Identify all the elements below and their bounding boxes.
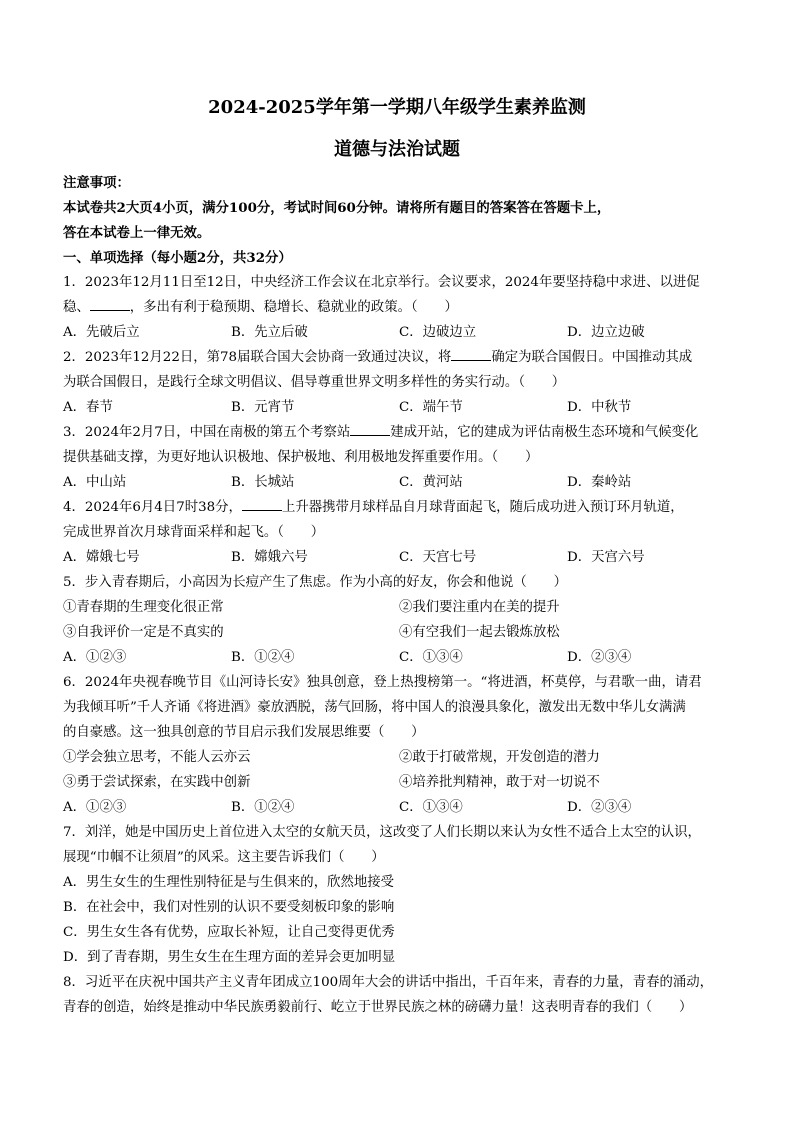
q5-option-a: A．①②③ [63,650,127,665]
q6-item-1: ①学会独立思考，不能人云亦云 [63,750,251,765]
answer-blank [350,422,390,436]
q7-option-a: A．男生女生的生理性别特征是与生俱来的，欣然地接受 [63,875,395,890]
q6-item-3: ③勇于尝试探索，在实践中创新 [63,775,251,790]
q5-item-3: ③自我评价一定是不真实的 [63,625,224,640]
exam-subtitle: 道德与法治试题 [334,139,460,160]
q6-line-3: 的自豪感。这一独具创意的节目启示我们发展思维要（ ） [63,725,425,740]
exam-title: 2024-2025学年第一学期八年级学生素养监测 [208,97,586,118]
q7-option-b: B．在社会中，我们对性别的认识不要受刻板印象的影响 [63,900,395,915]
q1-line-1: 1．2023年12月11日至12日，中央经济工作会议在北京举行。会议要求，2024年要坚持稳中求进、以进促 [63,275,700,290]
q6-line-1: 6．2024年央视春晚节目《山河诗长安》独具创意，登上热搜榜第一。“将进酒，杯莫停，与君歌一曲，请君 [63,675,702,690]
q7-line-1: 7．刘洋，她是中国历史上首位进入太空的女航天员，这改变了人们长期以来认为女性不适合上太空的认识， [63,825,701,840]
q1-option-a: A．先破后立 [63,325,140,340]
q2-option-b: B．元宵节 [231,400,295,415]
answer-blank [242,497,282,511]
q3-line-1: 3．2024年2月7日，中国在南极的第五个考察站 建成开站，它的建成为评估南极生态环境和气候变化 [63,422,698,444]
q3-option-a: A．中山站 [63,475,127,490]
q6-item-2: ②敢于打破常规，开发创造的潜力 [399,750,600,765]
q8-line-1: 8．习近平在庆祝中国共产主义青年团成立100周年大会的讲话中指出，千百年来，青春的力量，青春的涌动， [63,975,714,990]
q4-line-1: 4．2024年6月4日7时38分， 上升器携带月球样品自月球背面起飞，随后成功进入预订环月轨道， [63,497,684,519]
notice-line-2: 答在本试卷上一律无效。 [63,225,211,241]
q1-line-2: 稳、 ，多出有利于稳预期、稳增长、稳就业的政策。（ ） [63,297,458,319]
q5-item-1: ①青春期的生理变化很正常 [63,600,224,615]
q2-line-2: 为联合国假日，是践行全球文明倡议、倡导尊重世界文明多样性的务实行动。（ ） [63,375,566,390]
q4-option-d: D．天宫六号 [567,550,645,565]
q7-option-c: C．男生女生各有优势，应取长补短，让自己变得更优秀 [63,925,395,940]
q1-option-b: B．先立后破 [231,325,308,340]
q2-option-a: A．春节 [63,400,113,415]
q5-option-b: B．①②④ [231,650,295,665]
q5-item-2: ②我们要注重内在美的提升 [399,600,560,615]
q6-option-c: C．①③④ [399,800,463,815]
q5-line-1: 5．步入青春期后，小高因为长痘产生了焦虑。作为小高的好友，你会和他说（ ） [63,575,567,590]
q3-option-c: C．黄河站 [399,475,463,490]
section-heading: 一、单项选择（每小题2分，共32分） [63,250,292,266]
q7-line-2: 展现“巾帼不让须眉”的风采。这主要告诉我们（ ） [63,850,385,865]
q6-line-2: 为我倾耳听”千人齐诵《将进酒》豪放洒脱，荡气回肠，将中国人的浪漫具象化，激发出无数中华儿女满满 [63,700,686,715]
answer-blank [451,347,491,361]
q7-option-d: D．到了青春期，男生女生在生理方面的差异会更加明显 [63,950,396,965]
q4-line-2: 完成世界首次月球背面采样和起飞。（ ） [63,525,325,540]
q5-item-4: ④有空我们一起去锻炼放松 [399,625,560,640]
q4-option-a: A．嫦娥七号 [63,550,140,565]
q3-line-2: 提供基础支撑，为更好地认识极地、保护极地、利用极地发挥重要作用。（ ） [63,450,539,465]
q6-option-d: D．②③④ [567,800,632,815]
q6-option-a: A．①②③ [63,800,127,815]
q1-option-d: D．边立边破 [567,325,645,340]
q1-option-c: C．边破边立 [399,325,477,340]
q8-line-2: 青春的创造，始终是推动中华民族勇毅前行、屹立于世界民族之林的磅礴力量！这表明青春的我们（ ） [63,1000,693,1015]
q6-option-b: B．①②④ [231,800,295,815]
q3-option-d: D．秦岭站 [567,475,632,490]
notice-line-1: 本试卷共2大页4小页，满分100分，考试时间60分钟。请将所有题目的答案答在答题卡上， [63,200,611,216]
q3-option-b: B．长城站 [231,475,295,490]
q2-option-d: D．中秋节 [567,400,632,415]
notice-heading: 注意事项： [63,175,130,191]
q2-line-1: 2．2023年12月22日，第78届联合国大会协商一致通过决议，将 确定为联合国假日。中国推动其成 [63,347,692,369]
q4-option-c: C．天宫七号 [399,550,477,565]
q4-option-b: B．嫦娥六号 [231,550,308,565]
q2-option-c: C．端午节 [399,400,463,415]
q5-option-c: C．①③④ [399,650,463,665]
q6-item-4: ④培养批判精神，敢于对一切说不 [399,775,600,790]
answer-blank [90,297,130,311]
q5-option-d: D．②③④ [567,650,632,665]
